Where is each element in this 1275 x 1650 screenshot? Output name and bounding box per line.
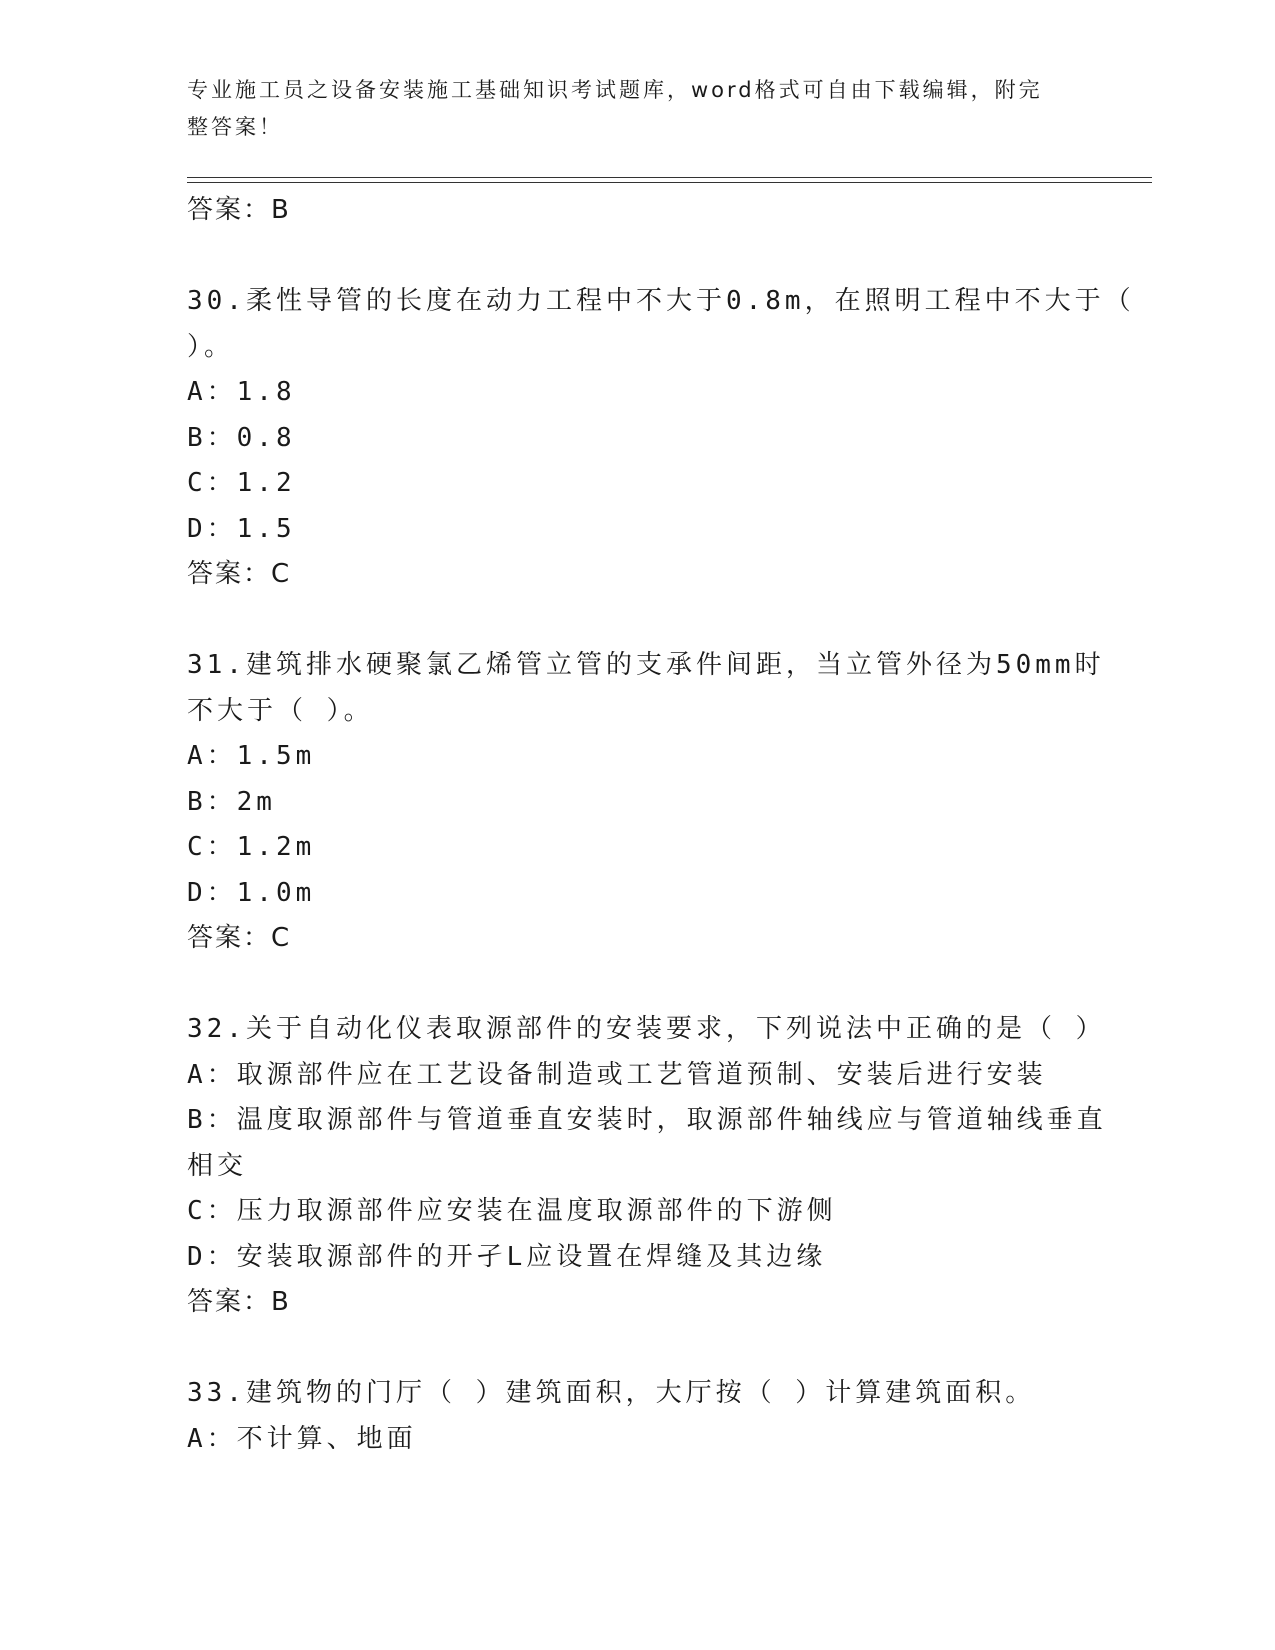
question-31-stem-cont: 不大于（ ）。 <box>187 695 374 726</box>
question-32-answer: 答案：B <box>187 1287 291 1317</box>
question-30-option-c: C：1.2 <box>187 468 296 498</box>
spacer <box>187 233 1087 279</box>
header-rule-top <box>187 177 1152 178</box>
question-32-stem: 32.关于自动化仪表取源部件的安装要求，下列说法中正确的是（ ） <box>187 1014 1106 1044</box>
spacer <box>187 597 1087 643</box>
answer-previous: 答案：B <box>187 195 291 225</box>
header-line-1: 专业施工员之设备安装施工基础知识考试题库，word格式可自由下载编辑，附完 <box>187 78 1043 102</box>
question-33-option-a: A：不计算、地面 <box>187 1423 417 1454</box>
question-31-option-b: B：2m <box>187 786 276 817</box>
header-rule-bottom <box>187 182 1152 183</box>
question-32-option-b-cont: 相交 <box>187 1150 248 1181</box>
question-31-option-c: C：1.2m <box>187 832 316 862</box>
question-31-option-a: A：1.5m <box>187 741 316 771</box>
header-line-2: 整答案！ <box>187 115 283 139</box>
spacer <box>187 1325 1087 1371</box>
question-32 <box>187 1007 1107 1325</box>
question-33 <box>187 1371 1087 1462</box>
question-31-stem: 31.建筑排水硬聚氯乙烯管立管的支承件间距，当立管外径为50mm时 <box>187 650 1105 680</box>
question-31-option-d: D：1.0m <box>187 877 316 908</box>
spacer <box>187 961 1087 1007</box>
question-31 <box>187 643 1105 961</box>
question-30-stem-cont: ）。 <box>187 331 235 362</box>
question-32-option-c: C：压力取源部件应安装在温度取源部件的下游侧 <box>187 1196 837 1226</box>
question-32-option-b: B：温度取源部件与管道垂直安装时，取源部件轴线应与管道轴线垂直 <box>187 1105 1107 1135</box>
question-30-option-b: B：0.8 <box>187 422 296 453</box>
question-32-option-a: A：取源部件应在工艺设备制造或工艺管道预制、安装后进行安装 <box>187 1059 1047 1090</box>
question-30 <box>187 279 1135 597</box>
question-31-answer: 答案：C <box>187 923 292 953</box>
question-30-answer: 答案：C <box>187 559 292 589</box>
question-30-option-d: D：1.5 <box>187 513 296 544</box>
question-30-option-a: A：1.8 <box>187 377 296 407</box>
question-32-option-d: D：安装取源部件的开孑L应设置在焊缝及其边缘 <box>187 1241 827 1272</box>
document-header <box>187 72 1067 146</box>
document-body <box>187 188 1135 1462</box>
question-30-stem: 30.柔性导管的长度在动力工程中不大于0.8m，在照明工程中不大于（ <box>187 286 1135 316</box>
question-33-stem: 33.建筑物的门厅（ ）建筑面积，大厅按（ ）计算建筑面积。 <box>187 1378 1036 1408</box>
